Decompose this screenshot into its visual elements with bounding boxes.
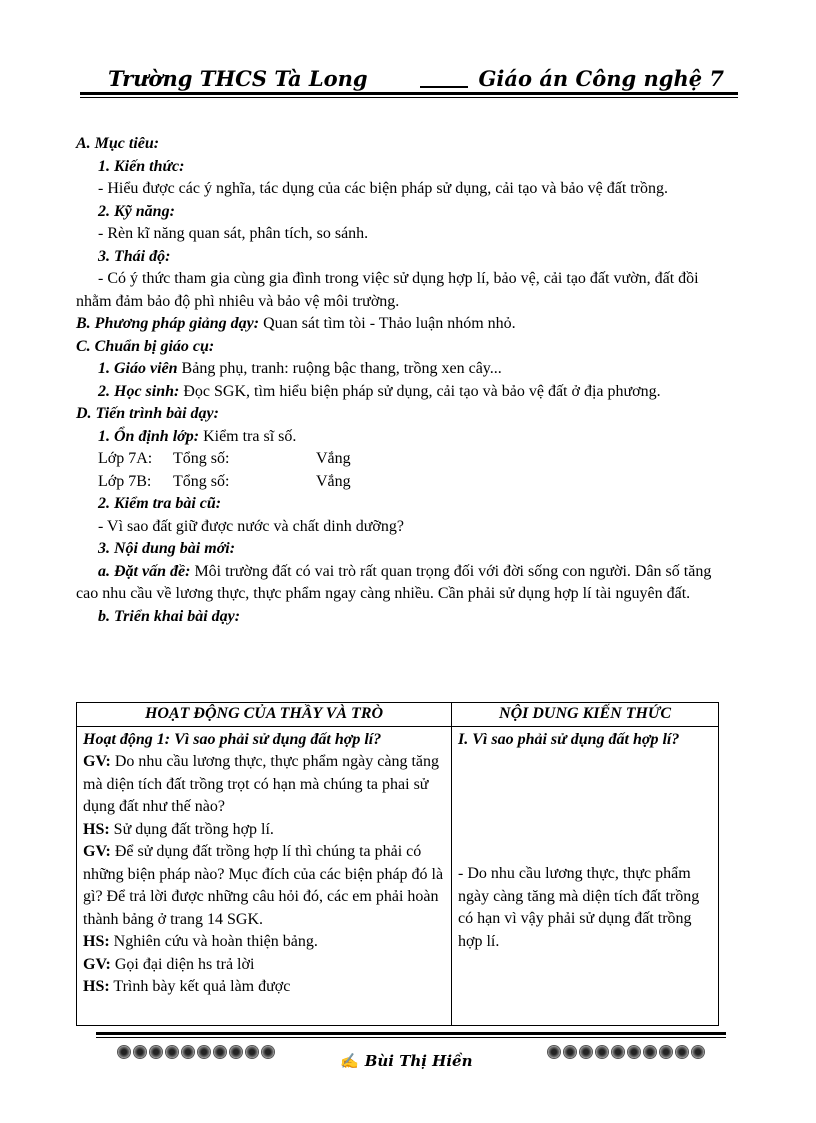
class-line [76,426,720,449]
section-b-text: Quan sát tìm tòi - Thảo luận nhóm nhỏ. [259,315,516,332]
skill-text: - Rèn kĩ năng quan sát, phân tích, so sánh. [98,225,369,242]
class-absent: Vắng [316,472,351,490]
attitude-title: 3. Thái độ: [98,247,171,265]
flower-border-left [118,1046,274,1066]
flower-icon [246,1046,258,1058]
flower-icon [134,1046,146,1058]
flower-icon [150,1046,162,1058]
deploy-title: b. Triển khai bài dạy: [98,607,241,625]
author-name: Bùi Thị Hiền [364,1052,473,1070]
flower-border-right [548,1046,704,1066]
flower-icon [182,1046,194,1058]
author-signature [340,1052,473,1070]
subject-name: Giáo án Công nghệ 7 [478,66,724,91]
dialogue-line [83,954,445,977]
dialogue-line [83,976,445,999]
footer-rule [96,1032,726,1035]
flower-icon [644,1046,656,1058]
section-a-title: A. Mục tiêu: [76,135,160,152]
dialogue-text: Nghiên cứu và hoàn thiện bảng. [109,933,318,950]
flower-icon [214,1046,226,1058]
flower-icon [564,1046,576,1058]
pen-icon: ✍ [340,1052,359,1070]
flower-icon [166,1046,178,1058]
content-spacer [458,751,712,863]
class-name: Lớp 7B: [98,472,152,490]
flower-icon [548,1046,560,1058]
page-header [80,62,738,96]
dialogue-line [83,819,445,842]
teacher-text: Bảng phụ, tranh: ruộng bậc thang, trồng xen cây... [177,360,502,377]
dialogue-text: Sử dụng đất trồng hợp lí. [109,820,274,838]
knowledge-title: 1. Kiến thức: [98,157,185,175]
activity-column-header: HOẠT ĐỘNG CỦA THẦY VÀ TRÒ [77,703,452,727]
flower-icon [262,1046,274,1058]
flower-icon [676,1046,688,1058]
header-rule-thin [80,97,738,98]
speaker: HS: [83,978,110,995]
teacher-title: 1. Giáo viên [98,360,178,377]
content-cell [452,726,719,1025]
content-text: - Do nhu cầu lương thực, thực phẩm ngày càng tăng mà diện tích đất trồng có hạn vì vậy phải sử dụng đất trồng hợp lí. [458,865,700,950]
footer-rule-thin [96,1037,726,1038]
problem-statement [76,561,720,606]
class-row [76,471,720,494]
speaker: GV: [83,955,111,973]
review-text: - Vì sao đất giữ được nước và chất dinh dưỡng? [98,517,404,535]
skill-title: 2. Kỹ năng: [98,202,175,220]
dialogue-text: Để sử dụng đất trồng hợp lí thì chúng ta phải có những biện pháp nào? Mục đích của các biện pháp đó là gì? Để trả lời được những câu hỏi đó, các em phải hoàn thành bảng ở trang 14 SGK. [83,843,444,928]
class-row [76,448,720,471]
activity-title: Hoạt động 1: Vì sao phải sử dụng đất hợp lí? [83,730,382,748]
dialogue-line [83,751,445,819]
dialogue-line [83,931,445,954]
content-title: I. Vì sao phải sử dụng đất hợp lí? [458,730,680,748]
flower-icon [660,1046,672,1058]
header-divider [420,86,468,88]
flower-icon [692,1046,704,1058]
dialogue-text: Gọi đại diện hs trả lời [110,955,255,973]
table-row [77,726,719,1025]
content-column-header: NỘI DUNG KIẾN THỨC [452,703,719,727]
class-total: Tổng số: [173,472,230,490]
flower-icon [230,1046,242,1058]
dialogue-line [83,841,445,931]
section-b [76,313,720,336]
dialogue-text: Trình bày kết quả làm được [109,978,291,995]
flower-icon [580,1046,592,1058]
section-c-title: C. Chuẩn bị giáo cụ: [76,337,215,355]
header-rule [80,92,738,95]
class-total: Tổng số: [173,450,230,467]
review-title: 2. Kiểm tra bài cũ: [98,495,222,512]
attitude-text: - Có ý thức tham gia cùng gia đình trong việc sử dụng hợp lí, bảo vệ, cải tạo đất vườn, đất đồi nhằm đảm bảo độ phì nhiêu và bảo vệ môi trường. [76,270,699,310]
student-line [76,381,720,404]
flower-icon [596,1046,608,1058]
speaker: HS: [83,820,110,838]
student-title: 2. Học sinh: [98,382,180,400]
class-name: Lớp 7A: [98,450,153,467]
speaker: HS: [83,933,110,950]
activity-cell [77,726,452,1025]
dialogue-text: Do nhu cầu lương thực, thực phẩm ngày càng tăng mà diện tích đất trồng trọt có hạn mà chúng ta phai sử dụng đất như thế nào? [83,753,440,815]
school-name: Trường THCS Tà Long [108,66,368,91]
class-text: Kiểm tra sĩ số. [199,427,297,445]
flower-icon [628,1046,640,1058]
class-absent: Vắng [316,450,351,467]
teacher-line [76,358,720,381]
student-text: Đọc SGK, tìm hiểu biện pháp sử dụng, cải tạo và bảo vệ đất ở địa phương. [179,382,661,400]
section-d-title: D. Tiến trình bài dạy: [76,405,219,422]
class-title: 1. Ổn định lớp: [98,427,200,445]
section-b-title: B. Phương pháp giảng dạy: [76,315,260,332]
lesson-content [76,133,720,628]
knowledge-text: - Hiểu được các ý nghĩa, tác dụng của các biện pháp sử dụng, cải tạo và bảo vệ đất trồng. [98,180,669,197]
speaker: GV: [83,753,111,770]
new-lesson-title: 3. Nội dung bài mới: [98,540,236,557]
lesson-table [76,702,719,1026]
speaker: GV: [83,843,111,860]
flower-icon [198,1046,210,1058]
flower-icon [612,1046,624,1058]
flower-icon [118,1046,130,1058]
table-header-row [77,703,719,727]
problem-title: a. Đặt vấn đề: [98,562,191,580]
problem-text: Môi trường đất có vai trò rất quan trọng đối với đời sống con người. Dân số tăng cao nhu cầu về lương thực, thực phẩm ngay càng nhiều. Cần phải sử dụng hợp lí tài nguyên đất. [76,562,712,602]
